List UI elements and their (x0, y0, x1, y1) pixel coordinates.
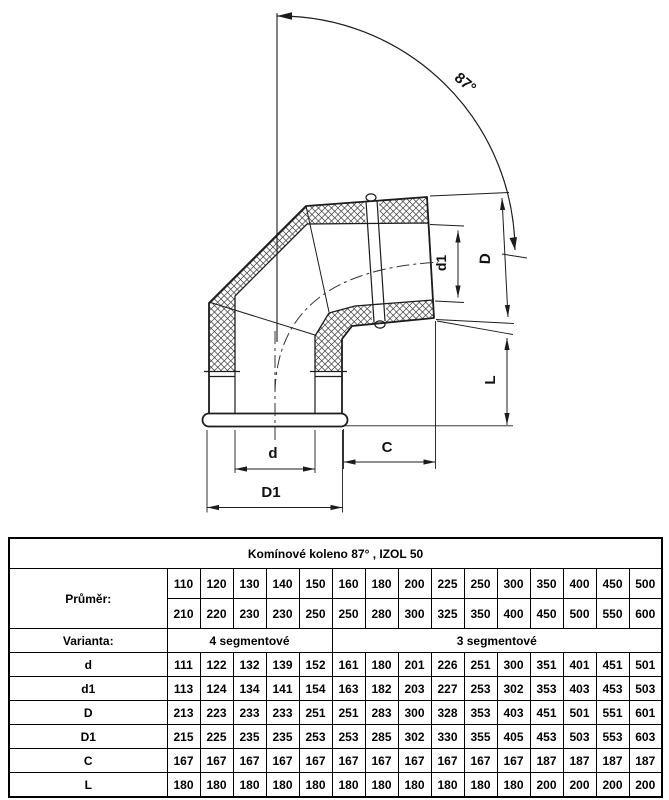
diameter-value: 180 (365, 569, 398, 599)
dim-value: 401 (563, 653, 596, 677)
dim-value: 180 (167, 773, 200, 798)
dim-value: 200 (530, 773, 563, 798)
dim-value: 355 (464, 725, 497, 749)
diameter-value: 220 (200, 599, 233, 629)
dim-value: 353 (530, 677, 563, 701)
dim-value: 167 (365, 749, 398, 773)
diameter-value: 400 (497, 599, 530, 629)
dim-value: 302 (398, 725, 431, 749)
diameter-value: 350 (464, 599, 497, 629)
diameter-value: 450 (530, 599, 563, 629)
variant-group: 4 segmentové (167, 629, 332, 653)
dim-label: L (9, 773, 167, 798)
dim-value: 180 (299, 773, 332, 798)
dim-value: 328 (431, 701, 464, 725)
dim-value: 187 (596, 749, 629, 773)
angle-label: 87° (450, 69, 480, 97)
dim-value: 154 (299, 677, 332, 701)
diameter-value: 300 (398, 599, 431, 629)
dim-value: 200 (563, 773, 596, 798)
angle-arc-arrow-end (510, 237, 518, 250)
diameter-value: 325 (431, 599, 464, 629)
diameter-value: 350 (530, 569, 563, 599)
dim-value: 187 (563, 749, 596, 773)
dim-value: 451 (530, 701, 563, 725)
diameter-value: 250 (299, 599, 332, 629)
dim-value: 233 (233, 701, 266, 725)
L-label: L (482, 375, 499, 385)
dim-value: 124 (200, 677, 233, 701)
dimension-table (8, 537, 663, 798)
dim-value: 251 (464, 653, 497, 677)
dim-value: 180 (266, 773, 299, 798)
dim-value: 233 (266, 701, 299, 725)
dim-value: 253 (299, 725, 332, 749)
dim-value: 603 (629, 725, 662, 749)
diameter-value: 250 (332, 599, 365, 629)
dim-value: 167 (497, 749, 530, 773)
dim-value: 215 (167, 725, 200, 749)
dim-value: 283 (365, 701, 398, 725)
dim-value: 403 (497, 701, 530, 725)
dim-label: C (9, 749, 167, 773)
dim-value: 223 (200, 701, 233, 725)
dim-row-C (9, 749, 662, 773)
dim-value: 553 (596, 725, 629, 749)
d1-label: d1 (433, 254, 449, 272)
dim-value: 132 (233, 653, 266, 677)
diameter-value: 500 (629, 569, 662, 599)
dim-value: 453 (530, 725, 563, 749)
diameter-value: 400 (563, 569, 596, 599)
dim-value: 187 (530, 749, 563, 773)
dim-row-D1 (9, 725, 662, 749)
dim-value: 122 (200, 653, 233, 677)
dim-value: 353 (464, 701, 497, 725)
dim-value: 167 (266, 749, 299, 773)
dim-value: 180 (332, 773, 365, 798)
dim-value: 167 (233, 749, 266, 773)
diameter-value: 200 (398, 569, 431, 599)
dim-value: 180 (497, 773, 530, 798)
dim-value: 451 (596, 653, 629, 677)
dim-value: 111 (167, 653, 200, 677)
dim-value: 235 (266, 725, 299, 749)
dim-value: 300 (398, 701, 431, 725)
variant-row (9, 629, 662, 653)
dim-row-d1 (9, 677, 662, 701)
diameter-value: 225 (431, 569, 464, 599)
diameter-value: 230 (266, 599, 299, 629)
D-dimension-line (502, 198, 508, 317)
dim-value: 225 (200, 725, 233, 749)
dim-value: 201 (398, 653, 431, 677)
dim-value: 167 (299, 749, 332, 773)
dim-value: 167 (332, 749, 365, 773)
diameter-value: 110 (167, 569, 200, 599)
dim-value: 501 (563, 701, 596, 725)
diameter-value: 500 (563, 599, 596, 629)
dim-value: 503 (629, 677, 662, 701)
dim-value: 180 (233, 773, 266, 798)
dim-value: 180 (464, 773, 497, 798)
dim-value: 161 (332, 653, 365, 677)
dim-value: 251 (299, 701, 332, 725)
dim-label: d1 (9, 677, 167, 701)
D-label: D (476, 252, 495, 265)
diameter-label: Průměr: (9, 569, 167, 629)
dim-value: 141 (266, 677, 299, 701)
table-title-row (9, 538, 662, 569)
dim-value: 139 (266, 653, 299, 677)
dim-value: 152 (299, 653, 332, 677)
dim-value: 180 (365, 773, 398, 798)
dim-value: 253 (464, 677, 497, 701)
angle-leg-tick (502, 254, 527, 258)
dim-value: 351 (530, 653, 563, 677)
dim-value: 180 (365, 653, 398, 677)
C-label: C (381, 439, 393, 456)
dim-value: 213 (167, 701, 200, 725)
diameter-value: 250 (464, 569, 497, 599)
dim-value: 235 (233, 725, 266, 749)
diameter-value: 160 (332, 569, 365, 599)
diameter-value: 140 (266, 569, 299, 599)
dim-label: D1 (9, 725, 167, 749)
dim-value: 300 (497, 653, 530, 677)
dim-value: 285 (365, 725, 398, 749)
dim-value: 251 (332, 701, 365, 725)
dim-value: 601 (629, 701, 662, 725)
dim-value: 113 (167, 677, 200, 701)
diameter-value: 210 (167, 599, 200, 629)
diameter-value: 230 (233, 599, 266, 629)
dim-value: 501 (629, 653, 662, 677)
d-label: d (268, 445, 278, 462)
dim-value: 330 (431, 725, 464, 749)
diameter-value: 550 (596, 599, 629, 629)
dim-value: 253 (332, 725, 365, 749)
dim-value: 200 (596, 773, 629, 798)
diameter-value: 150 (299, 569, 332, 599)
dim-value: 167 (431, 749, 464, 773)
dim-value: 180 (200, 773, 233, 798)
dim-row-D (9, 701, 662, 725)
angle-arc-arrow-start (277, 12, 292, 20)
dim-value: 167 (200, 749, 233, 773)
dim-value: 453 (596, 677, 629, 701)
dim-row-L (9, 773, 662, 798)
diameter-value: 450 (596, 569, 629, 599)
dim-label: D (9, 701, 167, 725)
dim-value: 187 (629, 749, 662, 773)
dim-value: 134 (233, 677, 266, 701)
dim-value: 503 (563, 725, 596, 749)
dim-value: 167 (398, 749, 431, 773)
diameter-value: 120 (200, 569, 233, 599)
dim-value: 167 (464, 749, 497, 773)
dim-value: 226 (431, 653, 464, 677)
dim-value: 200 (629, 773, 662, 798)
dim-value: 180 (431, 773, 464, 798)
diameter-value: 130 (233, 569, 266, 599)
dim-value: 182 (365, 677, 398, 701)
dim-row-d (9, 653, 662, 677)
dim-value: 203 (398, 677, 431, 701)
diameter-value: 300 (497, 569, 530, 599)
dim-label: d (9, 653, 167, 677)
dim-value: 551 (596, 701, 629, 725)
centerline-bend (275, 263, 438, 393)
D1-label: D1 (261, 484, 281, 501)
dim-value: 405 (497, 725, 530, 749)
variant-label: Varianta: (9, 629, 167, 653)
diameter-value: 600 (629, 599, 662, 629)
dim-value: 180 (398, 773, 431, 798)
dim-value: 163 (332, 677, 365, 701)
dim-value: 302 (497, 677, 530, 701)
dim-value: 167 (167, 749, 200, 773)
dim-value: 403 (563, 677, 596, 701)
dim-value: 227 (431, 677, 464, 701)
variant-group: 3 segmentové (332, 629, 662, 653)
diameter-value: 280 (365, 599, 398, 629)
table-title: Komínové koleno 87° , IZOL 50 (9, 538, 662, 569)
diameter-row-1 (9, 569, 662, 599)
